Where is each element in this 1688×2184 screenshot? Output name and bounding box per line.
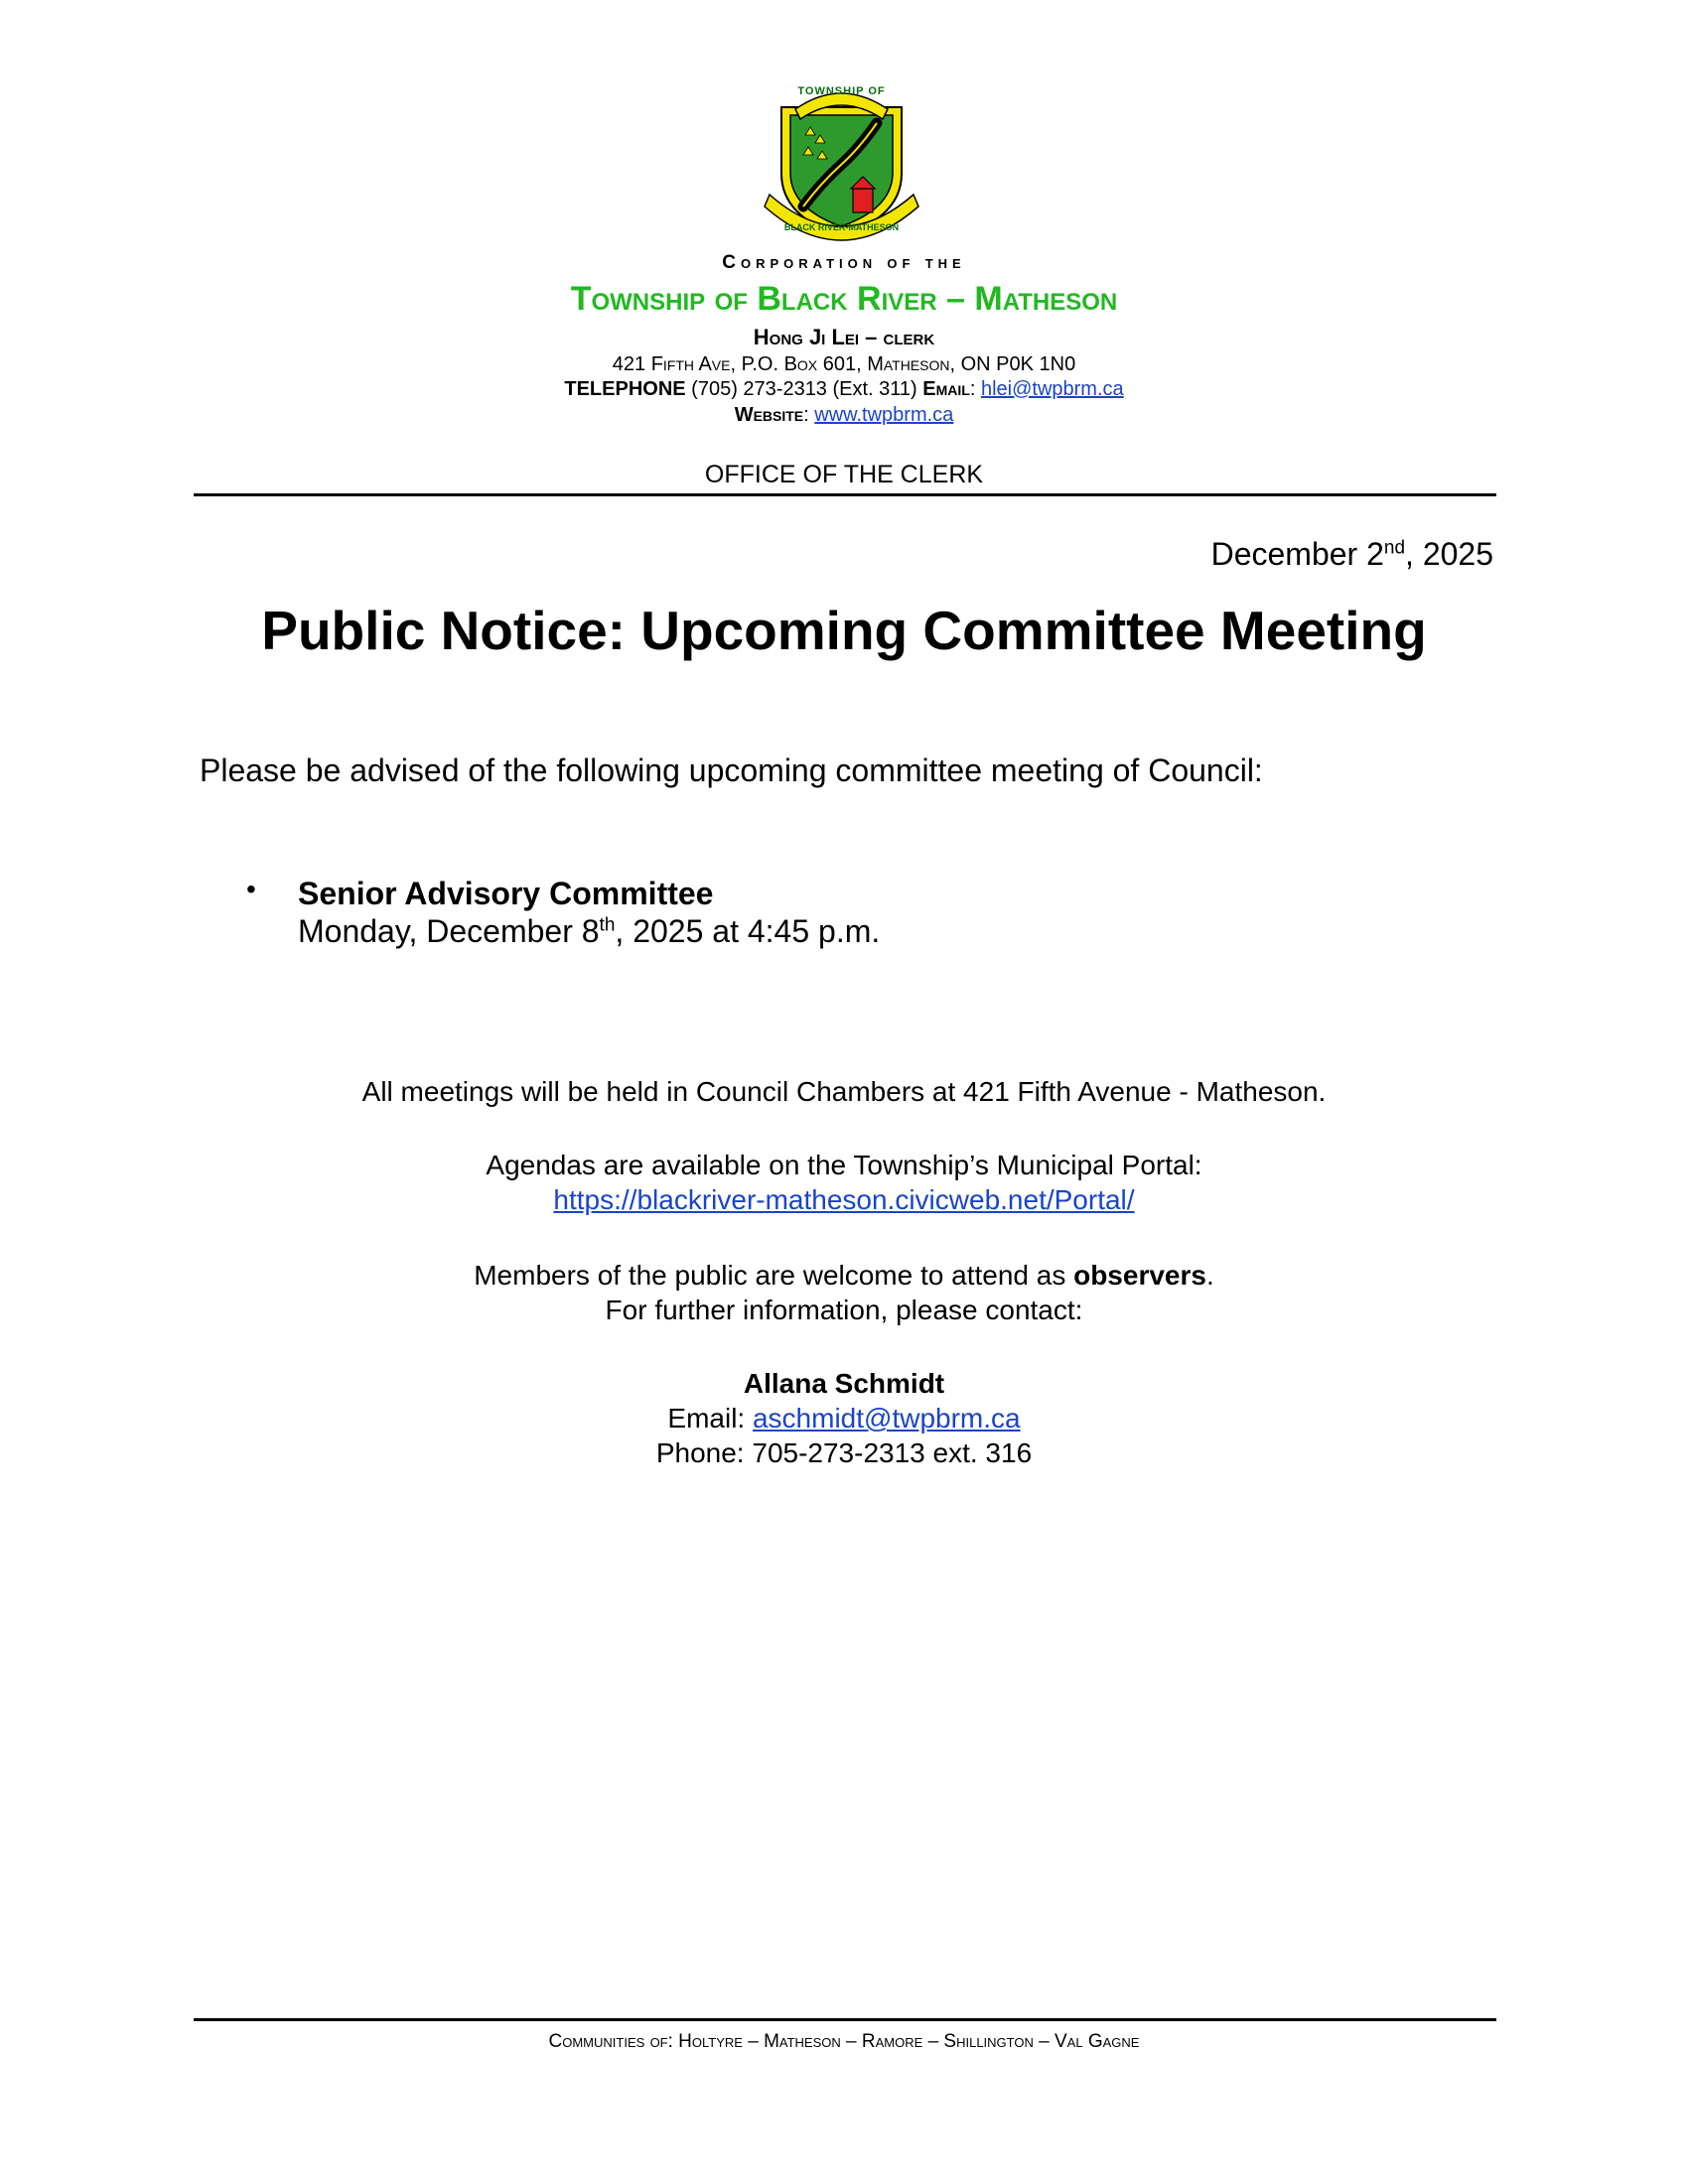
telephone-number: (705) 273-2313 (Ext. 311) — [685, 378, 923, 400]
header-divider — [194, 493, 1496, 496]
contact-email-line — [0, 1403, 1688, 1434]
communities-footer: Communities of: Holtyre – Matheson – Ramore – Shillington – Val Gagne — [548, 2031, 1140, 2052]
date-year: , 2025 — [1405, 536, 1493, 572]
portal-link[interactable]: https://blackriver-matheson.civicweb.net/Portal/ — [553, 1184, 1135, 1215]
meeting-date-prefix: Monday, December 8 — [298, 913, 600, 949]
observers-text — [0, 1260, 1688, 1292]
corporation-heading: Corporation of the — [722, 252, 966, 273]
website-line — [0, 404, 1688, 427]
bullet-point: • — [246, 874, 256, 904]
observers-prefix: Members of the public are welcome to attend as — [474, 1260, 1074, 1291]
contact-email-label: Email: — [667, 1403, 753, 1433]
contact-phone: Phone: 705-273-2313 ext. 316 — [655, 1437, 1033, 1468]
meeting-datetime — [298, 913, 880, 950]
notice-date — [1211, 536, 1493, 573]
website-separator: : — [803, 404, 815, 426]
clerk-email-link[interactable]: hlei@twpbrm.ca — [980, 378, 1124, 400]
date-prefix: December 2 — [1210, 536, 1384, 572]
meeting-location: All meetings will be held in Council Chambers at 421 Fifth Avenue - Matheson. — [361, 1076, 1327, 1107]
township-crest-logo — [760, 79, 923, 243]
contact-email-link[interactable]: aschmidt@twpbrm.ca — [752, 1403, 1021, 1433]
intro-text: Please be advised of the following upcoming committee meeting of Council: — [200, 752, 1263, 788]
telephone-label: TELEPHONE — [564, 378, 686, 400]
email-separator: : — [969, 378, 981, 400]
township-name: Township of Black River – Matheson — [570, 280, 1118, 318]
further-info-text: For further information, please contact: — [605, 1295, 1083, 1325]
observers-suffix: . — [1205, 1260, 1214, 1291]
email-label: Email — [922, 378, 970, 400]
logo-ribbon-top-text: TOWNSHIP OF — [797, 85, 886, 97]
meeting-date-ordinal: th — [599, 914, 616, 936]
logo-ribbon-bottom-text: BLACK RIVER-MATHESON — [783, 222, 900, 232]
footer-divider — [194, 2018, 1496, 2021]
observers-bold: observers — [1073, 1260, 1206, 1291]
office-of-the-clerk: OFFICE OF THE CLERK — [704, 461, 984, 488]
agendas-text: Agendas are available on the Township’s Municipal Portal: — [486, 1150, 1202, 1180]
meeting-date-rest: , 2025 at 4:45 p.m. — [615, 913, 881, 949]
clerk-name: Hong Ji Lei – clerk — [753, 325, 935, 349]
contact-name: Allana Schmidt — [743, 1368, 945, 1399]
contact-line — [0, 378, 1688, 401]
portal-link-line — [0, 1184, 1688, 1216]
website-label: Website — [734, 404, 804, 426]
address-line: 421 Fifth Ave, P.O. Box 601, Matheson, ON P0K 1N0 — [612, 353, 1076, 375]
date-ordinal: nd — [1383, 537, 1406, 559]
committee-name: Senior Advisory Committee — [298, 876, 714, 911]
website-link[interactable]: www.twpbrm.ca — [814, 404, 954, 426]
notice-title: Public Notice: Upcoming Committee Meeting — [261, 600, 1427, 661]
